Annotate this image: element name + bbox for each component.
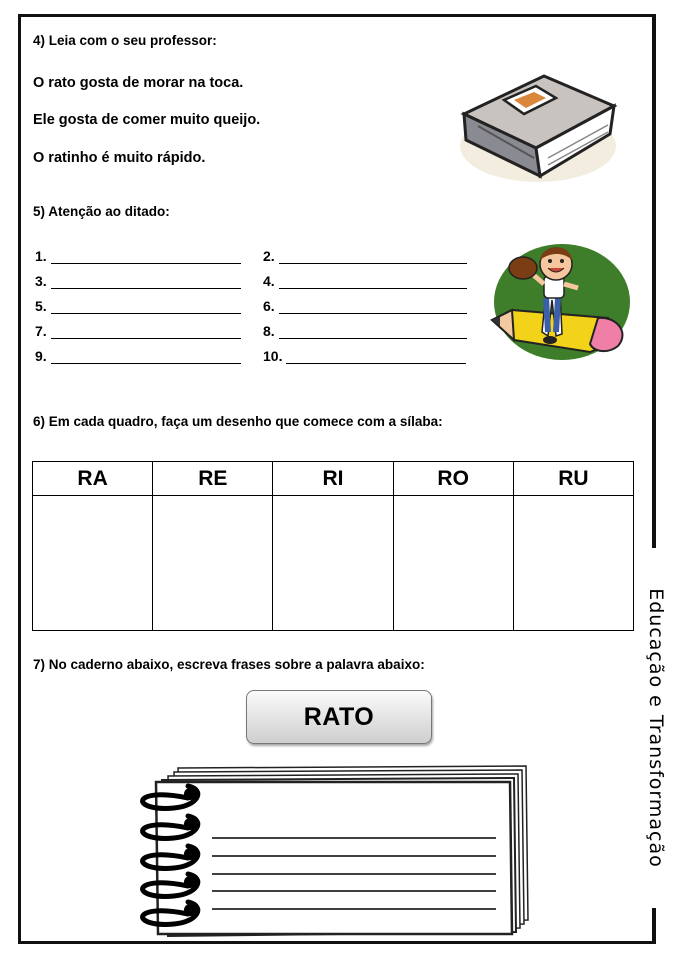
syllable-header: RU xyxy=(513,462,633,496)
dictation-number: 4. xyxy=(263,273,275,289)
syllable-drawing-table xyxy=(32,461,634,631)
dictation-number: 9. xyxy=(35,348,47,364)
section5-title: 5) Atenção ao ditado: xyxy=(33,204,170,219)
dictation-number: 10. xyxy=(263,348,283,364)
section4-title: 4) Leia com o seu professor: xyxy=(33,33,217,48)
syllable-header: RA xyxy=(33,462,153,496)
dictation-answer-line[interactable] xyxy=(51,351,241,364)
word-box xyxy=(246,690,432,744)
drawing-box[interactable] xyxy=(273,496,393,631)
dictation-item xyxy=(35,248,241,264)
dictation-number: 8. xyxy=(263,323,275,339)
dictation-item xyxy=(35,323,241,339)
dictation-answer-line[interactable] xyxy=(279,326,467,339)
syllable-header: RE xyxy=(153,462,273,496)
drawing-box[interactable] xyxy=(513,496,633,631)
dictation-answer-line[interactable] xyxy=(51,276,241,289)
section7-title: 7) No caderno abaixo, escreva frases sobre a palavra abaixo: xyxy=(33,657,425,672)
dictation-number: 3. xyxy=(35,273,47,289)
drawing-box[interactable] xyxy=(33,496,153,631)
dictation-item xyxy=(263,298,467,314)
spiral-notebook-icon xyxy=(128,758,538,938)
dictation-answer-line[interactable] xyxy=(279,301,467,314)
dictation-item xyxy=(35,298,241,314)
dictation-number: 1. xyxy=(35,248,47,264)
dictation-number: 7. xyxy=(35,323,47,339)
dictation-answer-line[interactable] xyxy=(279,251,467,264)
book-icon xyxy=(458,68,618,183)
drawing-box[interactable] xyxy=(393,496,513,631)
dictation-answer-line[interactable] xyxy=(51,251,241,264)
dictation-answer-line[interactable] xyxy=(286,351,466,364)
dictation-item xyxy=(263,248,467,264)
dictation-answer-line[interactable] xyxy=(51,301,241,314)
dictation-item xyxy=(35,348,241,364)
syllable-header: RI xyxy=(273,462,393,496)
dictation-number: 2. xyxy=(263,248,275,264)
dictation-item xyxy=(35,273,241,289)
dictation-number: 6. xyxy=(263,298,275,314)
reading-line-2: Ele gosta de comer muito queijo. xyxy=(33,112,261,128)
reading-line-3: O ratinho é muito rápido. xyxy=(33,150,206,166)
dictation-number: 5. xyxy=(35,298,47,314)
sidebar-watermark xyxy=(636,548,673,908)
dictation-item xyxy=(263,323,467,339)
dictation-answer-line[interactable] xyxy=(279,276,467,289)
reading-line-1: O rato gosta de morar na toca. xyxy=(33,75,244,91)
drawing-box[interactable] xyxy=(153,496,273,631)
dictation-answer-line[interactable] xyxy=(51,326,241,339)
word-label: RATO xyxy=(303,702,375,731)
syllable-header: RO xyxy=(393,462,513,496)
dictation-item xyxy=(263,348,466,364)
sidebar-text: Educação e Transformação xyxy=(645,588,668,868)
dictation-item xyxy=(263,273,467,289)
kid-on-pencil-icon xyxy=(490,240,635,368)
section6-title: 6) Em cada quadro, faça um desenho que comece com a sílaba: xyxy=(33,414,443,429)
